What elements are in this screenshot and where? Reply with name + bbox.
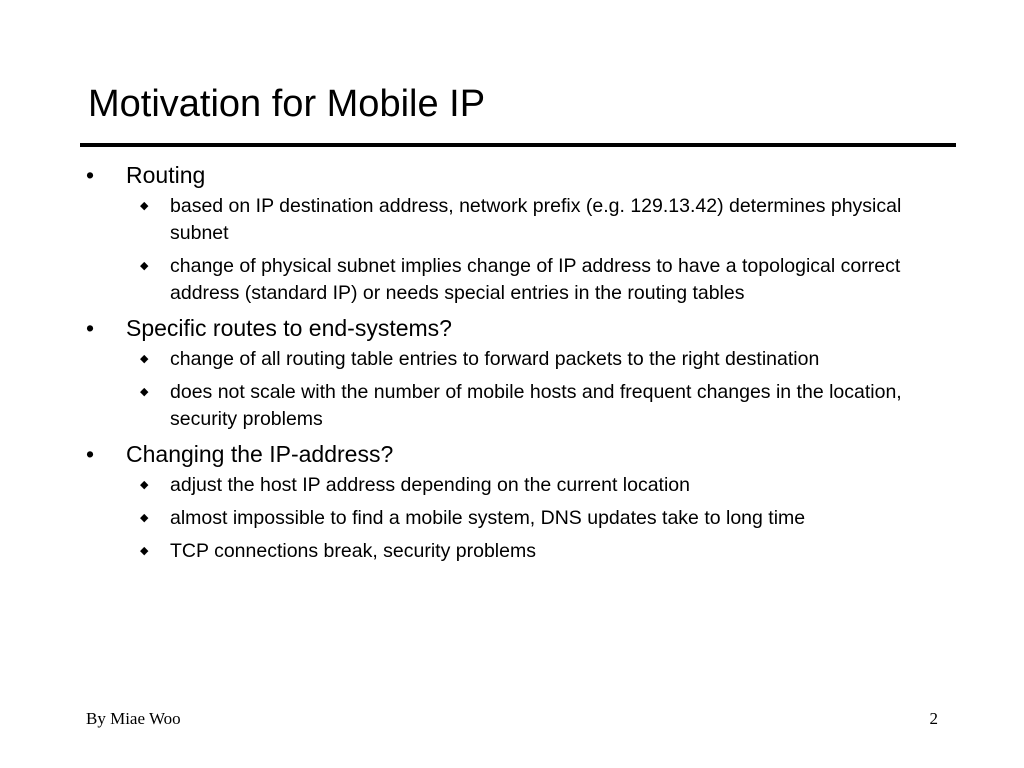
bullet-text: Specific routes to end-systems? bbox=[126, 315, 452, 341]
sub-bullet-text: TCP connections break, security problems bbox=[170, 540, 536, 562]
sub-list-changing-ip bbox=[86, 472, 946, 565]
page-number: 2 bbox=[929, 709, 938, 728]
bullet-routing bbox=[86, 160, 946, 191]
slide-content bbox=[86, 160, 946, 565]
diamond-bullet-icon: ◆ bbox=[140, 200, 149, 212]
sub-bullet bbox=[86, 505, 946, 532]
sub-bullet bbox=[86, 253, 946, 307]
bullet-marker: • bbox=[86, 162, 95, 188]
sub-bullet bbox=[86, 346, 946, 373]
diamond-bullet-icon: ◆ bbox=[140, 545, 149, 557]
sub-bullet-text: does not scale with the number of mobile hosts and frequent changes in the location, security problems bbox=[170, 381, 902, 430]
bullet-changing-ip bbox=[86, 439, 946, 470]
bullet-text: Changing the IP-address? bbox=[126, 441, 394, 467]
slide-title: Motivation for Mobile IP bbox=[88, 83, 486, 125]
sub-bullet bbox=[86, 538, 946, 565]
bullet-marker: • bbox=[86, 315, 95, 341]
sub-bullet-text: change of physical subnet implies change of IP address to have a topological correct address (standard IP) or needs special entries in the routing tables bbox=[170, 255, 901, 304]
footer-author: By Miae Woo bbox=[86, 709, 181, 728]
sub-list-specific-routes bbox=[86, 346, 946, 433]
bullet-specific-routes bbox=[86, 313, 946, 344]
diamond-bullet-icon: ◆ bbox=[140, 386, 149, 398]
diamond-bullet-icon: ◆ bbox=[140, 353, 149, 365]
bullet-marker: • bbox=[86, 441, 95, 467]
sub-bullet bbox=[86, 193, 946, 247]
sub-bullet-text: almost impossible to find a mobile system, DNS updates take to long time bbox=[170, 507, 806, 529]
bullet-text: Routing bbox=[126, 162, 206, 188]
diamond-bullet-icon: ◆ bbox=[140, 512, 149, 524]
title-divider bbox=[80, 143, 956, 147]
sub-bullet bbox=[86, 472, 946, 499]
diamond-bullet-icon: ◆ bbox=[140, 260, 149, 272]
sub-bullet-text: based on IP destination address, network prefix (e.g. 129.13.42) determines physical subnet bbox=[170, 195, 902, 244]
sub-list-routing bbox=[86, 193, 946, 307]
diamond-bullet-icon: ◆ bbox=[140, 479, 149, 491]
sub-bullet bbox=[86, 379, 946, 433]
sub-bullet-text: adjust the host IP address depending on the current location bbox=[170, 474, 690, 496]
sub-bullet-text: change of all routing table entries to forward packets to the right destination bbox=[170, 348, 820, 370]
